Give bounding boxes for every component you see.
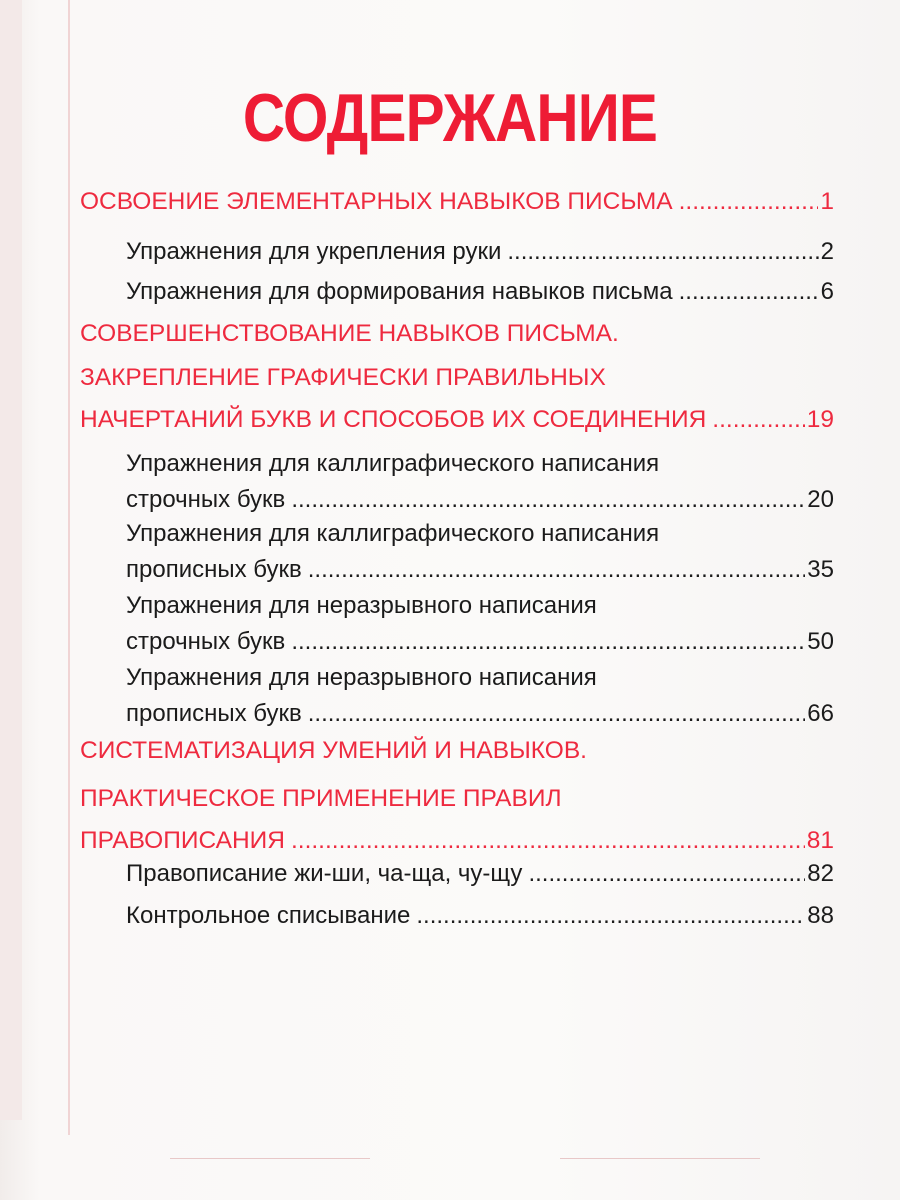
- toc-entry-line: ЗАКРЕПЛЕНИЕ ГРАФИЧЕСКИ ПРАВИЛЬНЫХ: [80, 364, 606, 391]
- toc-entry-label: прописных букв: [126, 556, 302, 583]
- toc-entry-label: Упражнения для укрепления руки: [126, 238, 502, 265]
- toc-entry-line: Упражнения для каллиграфического написания: [126, 520, 660, 547]
- page-number: 2: [820, 238, 834, 265]
- toc-section[interactable]: [80, 406, 834, 434]
- toc-entry-label: прописных букв: [126, 700, 302, 727]
- toc-entry-label: НАЧЕРТАНИЙ БУКВ И СПОСОБОВ ИХ СОЕДИНЕНИЯ: [80, 406, 707, 433]
- toc-subsection[interactable]: [126, 486, 834, 514]
- page-number: 81: [806, 827, 834, 854]
- toc-subsection[interactable]: [126, 278, 834, 306]
- toc-entry-label: строчных букв: [126, 628, 286, 655]
- toc-section[interactable]: СИСТЕМАТИЗАЦИЯ УМЕНИЙ И НАВЫКОВ.: [80, 737, 587, 764]
- leader-dots: [679, 278, 819, 306]
- toc-entry-line: ПРАКТИЧЕСКОЕ ПРИМЕНЕНИЕ ПРАВИЛ: [80, 785, 562, 812]
- toc-entry-line: Упражнения для каллиграфического написания: [126, 450, 660, 477]
- leader-dots: [291, 486, 805, 514]
- toc-entry-label: строчных букв: [126, 486, 286, 513]
- toc-entry-label: ПРАВОПИСАНИЯ: [80, 827, 285, 854]
- toc-subsection[interactable]: [126, 238, 834, 266]
- page-number: 19: [806, 406, 834, 433]
- leader-dots: [308, 556, 806, 584]
- page-number: 66: [807, 700, 834, 727]
- page-number: 35: [807, 556, 834, 583]
- toc-entry-line: Упражнения для неразрывного написания: [126, 592, 597, 619]
- toc-section[interactable]: [80, 188, 834, 216]
- page-number: 88: [807, 902, 834, 929]
- toc-subsection[interactable]: [126, 628, 834, 656]
- leader-dots: [416, 902, 805, 930]
- toc-subsection[interactable]: [126, 860, 834, 888]
- page-number: 20: [807, 486, 834, 513]
- leader-dots: [507, 238, 818, 266]
- toc-subsection[interactable]: [126, 556, 834, 584]
- leader-dots: [528, 860, 805, 888]
- leader-dots: [291, 628, 805, 656]
- toc-entry-label: Контрольное списывание: [126, 902, 411, 929]
- leader-dots: [712, 406, 804, 434]
- toc-section[interactable]: СОВЕРШЕНСТВОВАНИЕ НАВЫКОВ ПИСЬМА.: [80, 320, 619, 347]
- page-number: 1: [820, 188, 834, 215]
- footer-bleed: [140, 1140, 780, 1200]
- toc-entry-line: Упражнения для неразрывного написания: [126, 664, 597, 691]
- page-number: 50: [807, 628, 834, 655]
- page-title: СОДЕРЖАНИЕ: [242, 80, 658, 156]
- page-number: 82: [807, 860, 834, 887]
- toc-entry-label: Правописание жи-ши, ча-ща, чу-щу: [126, 860, 523, 887]
- toc-section[interactable]: [80, 827, 834, 855]
- leader-dots: [291, 827, 805, 855]
- toc-entry-label: Упражнения для формирования навыков письма: [126, 278, 673, 305]
- toc-subsection[interactable]: [126, 700, 834, 728]
- leader-dots: [308, 700, 806, 728]
- page-number: 6: [820, 278, 834, 305]
- toc-entry-label: ОСВОЕНИЕ ЭЛЕМЕНТАРНЫХ НАВЫКОВ ПИСЬМА: [80, 188, 673, 215]
- leader-dots: [679, 188, 819, 216]
- toc-subsection[interactable]: [126, 902, 834, 930]
